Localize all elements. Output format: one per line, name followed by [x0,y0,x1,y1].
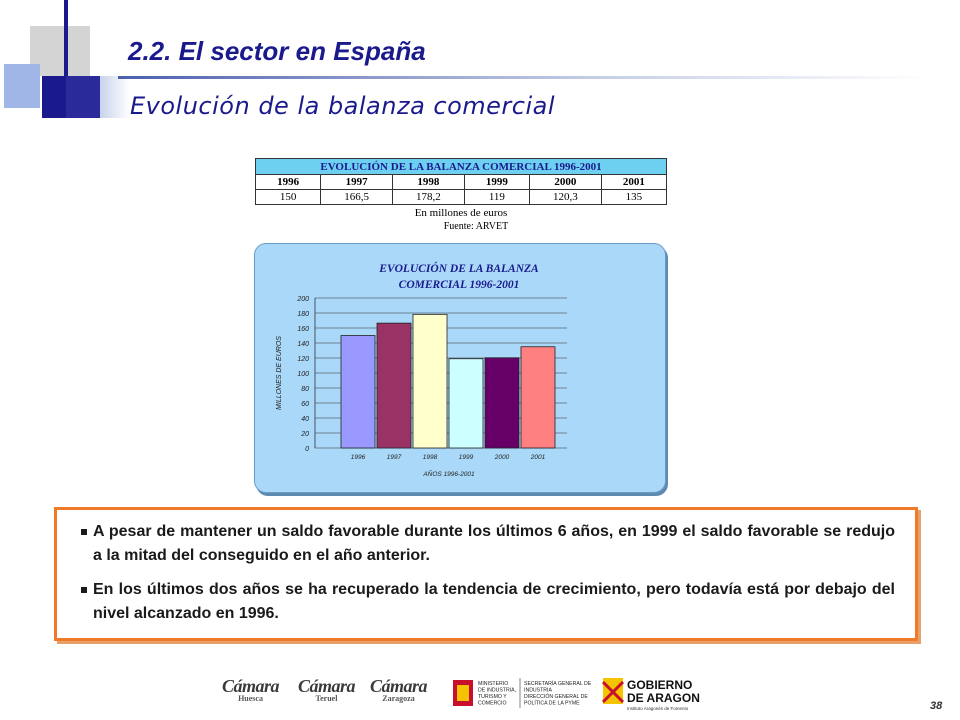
gobierno-line3: Instituto Aragonés de Fomento [627,706,689,711]
table-cell: 2001 [601,175,666,190]
table-cell: 135 [601,190,666,205]
logo-city: Zaragoza [382,694,415,703]
y-tick-label: 0 [305,446,309,453]
table-cell: 1996 [256,175,321,190]
x-tick-label: 1997 [386,454,402,461]
table-source: Fuente: ARVET [443,221,509,232]
table-cell: 1999 [464,175,529,190]
x-tick-label: 2000 [494,454,510,461]
y-tick-label: 20 [301,431,309,438]
camara-teruel-logo [298,676,355,703]
ministry-logo [452,676,592,710]
gobierno-aragon-logo [602,674,718,714]
y-tick-label: 200 [297,296,309,303]
bar [377,323,411,448]
aragon-flag-icon [603,678,623,704]
table-cell: 119 [464,190,529,205]
header-decoration-lightblue [4,64,40,108]
ministry-text-line: DIRECCIÓN GENERAL DE [524,694,588,700]
y-tick-label: 140 [297,341,309,348]
y-tick-label: 60 [301,401,309,408]
ministry-shield-inner [457,685,469,701]
y-tick-label: 120 [297,356,309,363]
x-axis-label: AÑOS 1996-2001 [423,471,475,478]
table-cell: 1998 [392,175,464,190]
table-cell: 120,3 [529,190,601,205]
ministry-text-line: COMERCIO [478,700,507,707]
note-text: En los últimos dos años se ha recuperado la tendencia de crecimiento, pero todavía está por debajo del nivel alcanzado en 1996. [93,581,895,622]
header-rule [118,76,930,79]
bar [413,314,447,448]
table-cell: 1997 [321,175,393,190]
header-decoration-navy-2 [66,76,102,118]
ministry-text-line: DE INDUSTRIA, [478,687,517,694]
table-row-years [256,175,667,190]
y-tick-label: 180 [297,311,309,318]
bullet-icon [81,587,87,593]
bar [521,347,555,448]
bullet-icon [81,529,87,535]
logo-text: Cámara [222,676,280,696]
page-subtitle: Evolución de la balanza comercial [130,92,556,120]
page-title: 2.2. El sector en España [128,36,426,66]
bar-chart [255,244,667,494]
note-item [81,578,895,626]
y-tick-label: 40 [301,416,309,423]
bar [449,359,483,448]
y-axis-label: MILLONES DE EUROS [276,336,283,410]
page-number: 38 [930,700,943,712]
note-text: A pesar de mantener un saldo favorable durante los últimos 6 años, en 1999 el saldo favorable se redujo a la mitad del conseguido en el año anterior. [93,523,895,564]
ministry-right-text [524,680,592,707]
logo-city: Teruel [315,694,338,703]
chart-title: COMERCIAL 1996-2001 [398,279,520,291]
y-tick-label: 160 [297,326,309,333]
balance-table [255,158,667,232]
table-cell: 150 [256,190,321,205]
ministry-text-line: MINISTERIO [478,681,509,687]
ministry-text-line: TURISMO Y [478,694,507,700]
header-decoration-fade [100,76,130,118]
camara-zaragoza-logo [370,676,427,703]
notes-box [54,507,918,641]
camara-huesca-logo [222,676,279,703]
ministry-text-line: INDUSTRIA [524,687,552,694]
chart-title: EVOLUCIÓN DE LA BALANZA [379,263,539,275]
x-tick-label: 1998 [422,454,438,461]
table-cell: 166,5 [321,190,393,205]
gobierno-line2: DE ARAGON [627,691,700,705]
x-tick-label: 2001 [530,454,546,461]
gobierno-line1: GOBIERNO [627,678,693,692]
y-tick-label: 80 [301,386,309,393]
chart-panel [254,243,666,493]
logo-text: Cámara [370,676,428,696]
table-units-note: En millones de euros [414,207,508,219]
table-cell: 178,2 [392,190,464,205]
ministry-text-line: POLÍTICA DE LA PYME [524,700,580,707]
logo-city: Huesca [238,694,263,703]
header-decoration-line [64,0,68,78]
ministry-text-line: SECRETARÍA GENERAL DE [524,681,592,687]
y-tick-label: 100 [297,371,309,378]
header-decoration-navy [42,76,66,118]
table-title: EVOLUCIÓN DE LA BALANZA COMERCIAL 1996-2001 [255,158,667,174]
table-cell: 2000 [529,175,601,190]
note-item [81,520,895,568]
table-row-values [256,190,667,205]
bar [485,358,519,448]
bar [341,336,375,449]
logo-text: Cámara [298,676,356,696]
data-table [255,174,667,205]
x-tick-label: 1996 [350,454,366,461]
ministry-left-text [478,681,516,707]
x-tick-label: 1999 [458,454,474,461]
